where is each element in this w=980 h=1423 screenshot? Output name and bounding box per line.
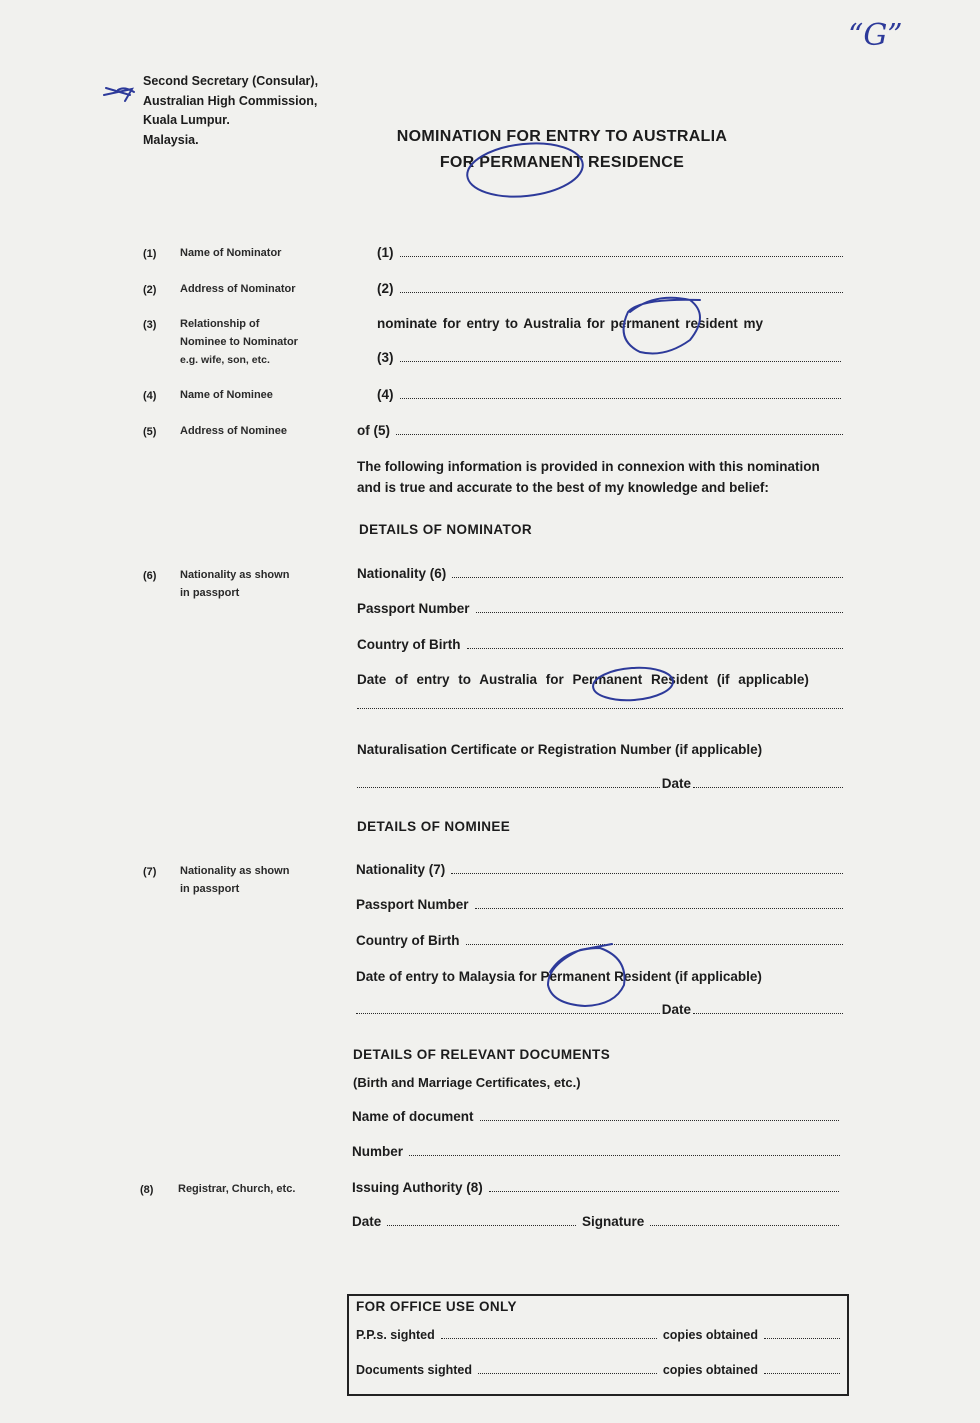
field-name-of-nominator[interactable] bbox=[377, 245, 843, 260]
field-label: Nationality (7) bbox=[356, 862, 446, 877]
fill-line[interactable] bbox=[396, 434, 843, 435]
fill-line[interactable] bbox=[489, 1191, 839, 1192]
field-pps-sighted[interactable] bbox=[356, 1328, 840, 1342]
fill-line[interactable] bbox=[476, 612, 843, 613]
label-name-of-nominator: Name of Nominator bbox=[180, 247, 282, 259]
label-line: Nationality as shown bbox=[180, 865, 290, 877]
field-nominee-passport[interactable] bbox=[356, 897, 843, 912]
statement-text: nominate for entry to Australia for permanent resident my bbox=[377, 316, 764, 331]
field-label: Country of Birth bbox=[357, 637, 461, 652]
item-number: (2) bbox=[143, 284, 157, 296]
addressee-line: Second Secretary (Consular), bbox=[143, 74, 319, 88]
section-heading-nominator: DETAILS OF NOMINATOR bbox=[359, 522, 532, 537]
field-label: Naturalisation Certificate or Registration Number (if applicable) bbox=[357, 742, 763, 757]
field-date-signature[interactable] bbox=[352, 1214, 839, 1229]
nominee-entry-label bbox=[356, 969, 843, 984]
item-number: (5) bbox=[143, 426, 157, 438]
fill-line[interactable] bbox=[357, 787, 660, 788]
addressee-line: Malaysia. bbox=[143, 132, 199, 147]
field-nominator-nationality[interactable] bbox=[357, 566, 843, 581]
field-label: Nationality (6) bbox=[357, 566, 447, 581]
field-label: Country of Birth bbox=[356, 933, 460, 948]
item-number: (1) bbox=[143, 248, 157, 260]
fill-line[interactable] bbox=[764, 1373, 840, 1374]
field-label: copies obtained bbox=[662, 1328, 758, 1342]
field-document-number[interactable] bbox=[352, 1144, 840, 1159]
field-label: Date of entry to Malaysia for Permanent Resident (if applicable) bbox=[356, 969, 762, 984]
fill-line[interactable] bbox=[764, 1338, 840, 1339]
field-document-name[interactable] bbox=[352, 1109, 839, 1124]
fill-line[interactable] bbox=[409, 1155, 840, 1156]
fill-line[interactable] bbox=[467, 648, 844, 649]
nominator-entry-label bbox=[357, 672, 843, 687]
field-label: Date bbox=[661, 1002, 691, 1017]
label-name-of-nominee: Name of Nominee bbox=[180, 389, 273, 401]
arrow-mark bbox=[104, 88, 134, 101]
label-registrar: Registrar, Church, etc. bbox=[178, 1183, 296, 1195]
field-address-of-nominee[interactable] bbox=[357, 423, 843, 438]
field-nominator-entry-date[interactable] bbox=[357, 708, 843, 712]
fill-line[interactable] bbox=[356, 1013, 660, 1014]
field-nominator-birth[interactable] bbox=[357, 637, 843, 652]
field-label: Date bbox=[661, 776, 691, 791]
fill-line[interactable] bbox=[478, 1373, 657, 1374]
field-label: Documents sighted bbox=[356, 1363, 472, 1377]
label-line: Nationality as shown bbox=[180, 569, 290, 581]
field-label: Passport Number bbox=[357, 601, 470, 616]
item-number: (3) bbox=[143, 319, 157, 331]
field-label: Signature bbox=[582, 1214, 645, 1229]
fill-line[interactable] bbox=[693, 1013, 843, 1014]
fill-line[interactable] bbox=[693, 787, 843, 788]
field-name-of-nominee[interactable] bbox=[377, 387, 841, 402]
fill-line[interactable] bbox=[400, 256, 844, 257]
item-number: (7) bbox=[143, 866, 157, 878]
office-use-heading: FOR OFFICE USE ONLY bbox=[356, 1299, 517, 1314]
field-label: Number bbox=[352, 1144, 404, 1159]
addressee-block bbox=[143, 72, 318, 150]
field-label: (2) bbox=[377, 281, 394, 296]
item-number: (8) bbox=[140, 1184, 154, 1196]
label-line: e.g. wife, son, etc. bbox=[180, 354, 270, 366]
field-label: copies obtained bbox=[662, 1363, 758, 1377]
field-nominee-nationality[interactable] bbox=[356, 862, 843, 877]
item-number: (6) bbox=[143, 570, 157, 582]
fill-line[interactable] bbox=[357, 708, 843, 709]
label-address-of-nominator: Address of Nominator bbox=[180, 283, 296, 295]
field-nominee-entry-date[interactable] bbox=[356, 1002, 843, 1017]
field-relationship[interactable] bbox=[377, 350, 841, 365]
field-nominator-passport[interactable] bbox=[357, 601, 843, 616]
fill-line[interactable] bbox=[451, 873, 843, 874]
field-address-of-nominator[interactable] bbox=[377, 281, 843, 296]
label-relationship bbox=[180, 315, 298, 369]
fill-line[interactable] bbox=[475, 908, 843, 909]
label-nominee-nationality bbox=[180, 862, 289, 898]
label-line: Relationship of bbox=[180, 318, 260, 330]
field-label: (3) bbox=[377, 350, 394, 365]
field-label: P.P.s. sighted bbox=[356, 1328, 435, 1342]
label-line: Nominee to Nominator bbox=[180, 336, 298, 348]
fill-line[interactable] bbox=[466, 944, 844, 945]
field-label: Name of document bbox=[352, 1109, 474, 1124]
office-use-box bbox=[347, 1294, 849, 1396]
documents-subheading: (Birth and Marriage Certificates, etc.) bbox=[353, 1075, 581, 1090]
form-title-line-1: NOMINATION FOR ENTRY TO AUSTRALIA bbox=[396, 128, 728, 145]
fill-line[interactable] bbox=[441, 1338, 657, 1339]
field-documents-sighted[interactable] bbox=[356, 1363, 840, 1377]
handwritten-corner-mark: “G” bbox=[848, 18, 903, 53]
item-number: (4) bbox=[143, 390, 157, 402]
fill-line[interactable] bbox=[400, 398, 842, 399]
field-nominator-naturalisation[interactable] bbox=[357, 776, 843, 791]
fill-line[interactable] bbox=[480, 1120, 839, 1121]
nominate-statement bbox=[377, 316, 847, 331]
field-label: Date of entry to Australia for Permanent Resident (if applicable) bbox=[357, 672, 809, 687]
section-heading-documents: DETAILS OF RELEVANT DOCUMENTS bbox=[353, 1047, 611, 1062]
addressee-line: Australian High Commission, bbox=[143, 93, 318, 108]
intro-paragraph: The following information is provided in connexion with this nomination and is true and accurate to the best of my knowledge and belief: bbox=[357, 459, 820, 495]
label-nominator-nationality bbox=[180, 566, 289, 602]
field-label: of (5) bbox=[357, 423, 390, 438]
field-label: (4) bbox=[377, 387, 394, 402]
field-label: Passport Number bbox=[356, 897, 469, 912]
fill-line[interactable] bbox=[650, 1225, 839, 1226]
field-nominee-birth[interactable] bbox=[356, 933, 843, 948]
field-issuing-authority[interactable] bbox=[352, 1180, 839, 1195]
addressee-line: Kuala Lumpur. bbox=[143, 113, 230, 127]
label-line: in passport bbox=[180, 883, 240, 895]
fill-line[interactable] bbox=[387, 1225, 576, 1226]
nominator-naturalisation-label bbox=[357, 742, 843, 757]
label-address-of-nominee: Address of Nominee bbox=[180, 425, 287, 437]
label-line: in passport bbox=[180, 587, 240, 599]
form-title-line-2: FOR PERMANENT RESIDENCE bbox=[439, 154, 685, 171]
field-label: Date bbox=[352, 1214, 382, 1229]
section-heading-nominee: DETAILS OF NOMINEE bbox=[357, 819, 511, 834]
fill-line[interactable] bbox=[400, 292, 844, 293]
fill-line[interactable] bbox=[452, 577, 843, 578]
fill-line[interactable] bbox=[400, 361, 842, 362]
field-label: Issuing Authority (8) bbox=[352, 1180, 483, 1195]
field-label: (1) bbox=[377, 245, 394, 260]
